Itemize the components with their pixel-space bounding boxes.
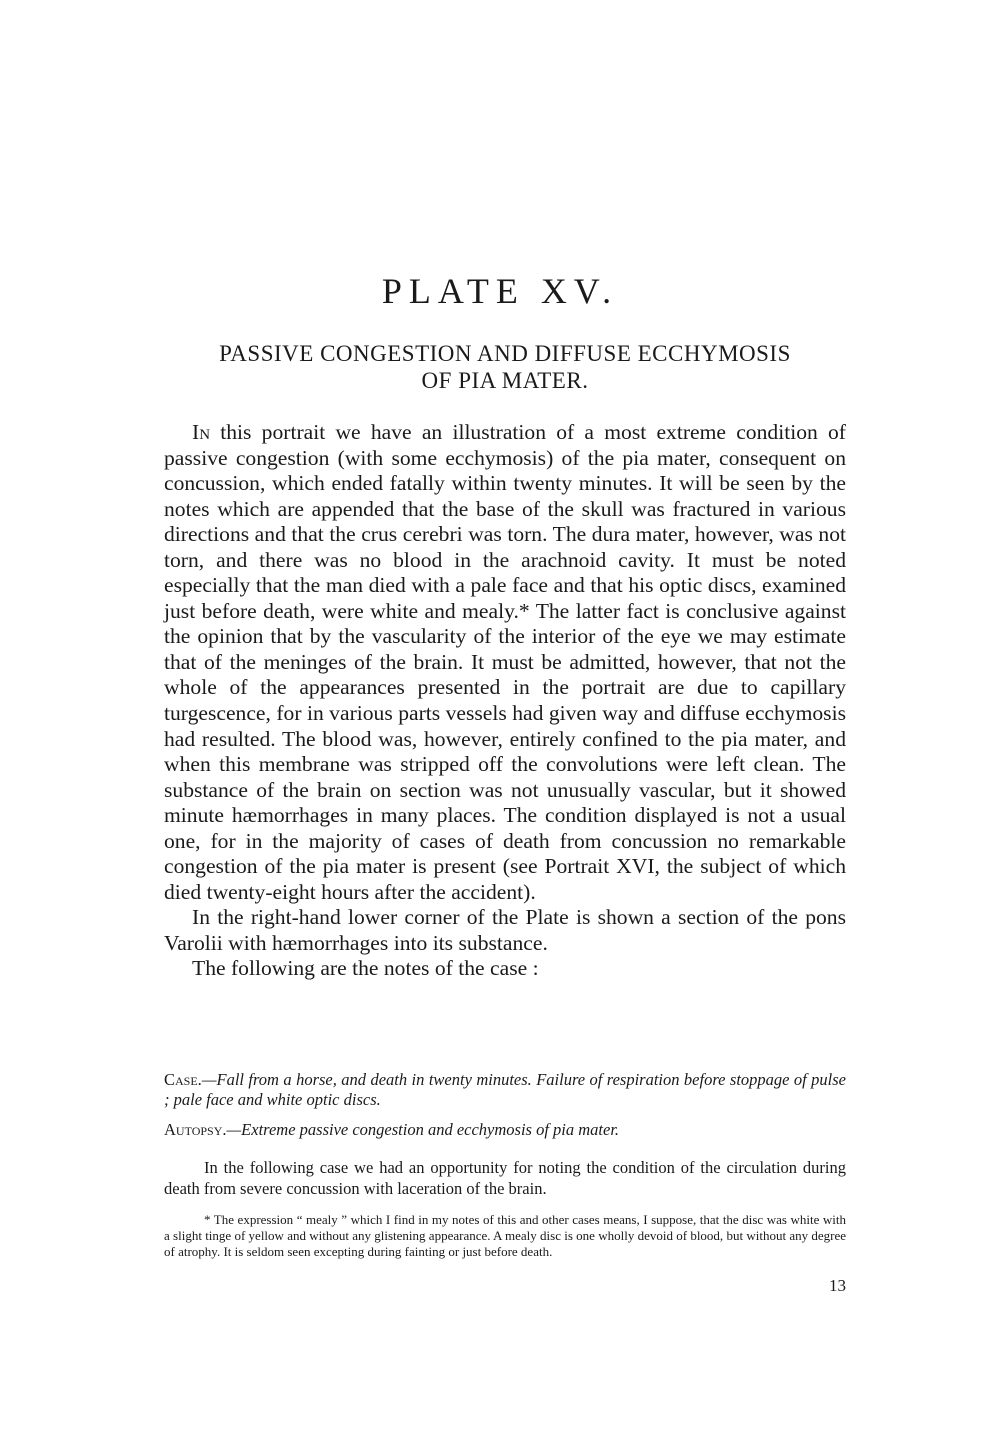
following-case-note: In the following case we had an opportunity for noting the condition of the circulation during death from severe concussion with laceration of the brain. xyxy=(164,1158,846,1198)
plate-subtitle xyxy=(160,340,850,394)
paragraph-1-text: this portrait we have an illustration of a most extreme condition of passive congestion (with some ecchymosis) of the pia mater, consequent on concussion, which ended fatally within twenty minutes. It will be seen by the notes which are appended that the base of the skull was fractured in various directions and that the crus cerebri was torn. The dura mater, however, was not torn, and there was no blood in the arachnoid cavity. It must be noted especially that the man died with a pale face and that his optic discs, examined just before death, were white and mealy.* The latter fact is conclusive against the opinion that by the vascularity of the interior of the eye we may estimate that of the meninges of the brain. It must be admitted, however, that not the whole of the appearances presented in the portrait are due to capillary turgescence, for in various parts vessels had given way and diffuse ecchymosis had resulted. The blood was, however, entirely confined to the pia mater, and when this membrane was stripped off the convolutions were left clean. The substance of the brain on section was not unusually vascular, but it showed minute hæmorrhages in many places. The condition displayed is not a usual one, for in the majority of cases of death from concussion no remarkable congestion of the pia mater is present (see Portrait XVI, the subject of which died twenty-eight hours after the accident). xyxy=(164,420,846,904)
main-text xyxy=(164,420,846,982)
autopsy-text: —Extreme passive congestion and ecchymosis of pia mater. xyxy=(226,1120,620,1139)
case-text: —Fall from a horse, and death in twenty minutes. Failure of respiration before stoppage of pulse ; pale face and white optic discs. xyxy=(164,1070,846,1109)
paragraph-1-lead: In xyxy=(192,420,211,444)
case-entry xyxy=(164,1070,846,1110)
plate-title: PLATE XV. xyxy=(381,271,619,311)
paragraph-1 xyxy=(164,420,846,905)
footnote: * The expression “ mealy ” which I find in my notes of this and other cases means, I suppose, that the disc was white with a slight tinge of yellow and without any glistening appearance. A mealy disc is one wholly devoid of blood, but without any degree of atrophy. It is seldom seen excepting during fainting or just before death. xyxy=(164,1212,846,1259)
case-notes xyxy=(164,1070,846,1150)
paragraph-3: The following are the notes of the case : xyxy=(192,956,539,981)
case-label: Case. xyxy=(164,1070,202,1089)
autopsy-entry xyxy=(164,1120,846,1140)
page-number: 13 xyxy=(829,1276,846,1295)
subtitle-line-2: OF PIA MATER. xyxy=(421,368,589,393)
autopsy-label: Autopsy. xyxy=(164,1120,227,1139)
paragraph-2: In the right-hand lower corner of the Plate is shown a section of the pons Varolii with hæmorrhages into its substance. xyxy=(164,905,846,955)
subtitle-line-1: PASSIVE CONGESTION AND DIFFUSE ECCHYMOSIS xyxy=(219,341,791,366)
